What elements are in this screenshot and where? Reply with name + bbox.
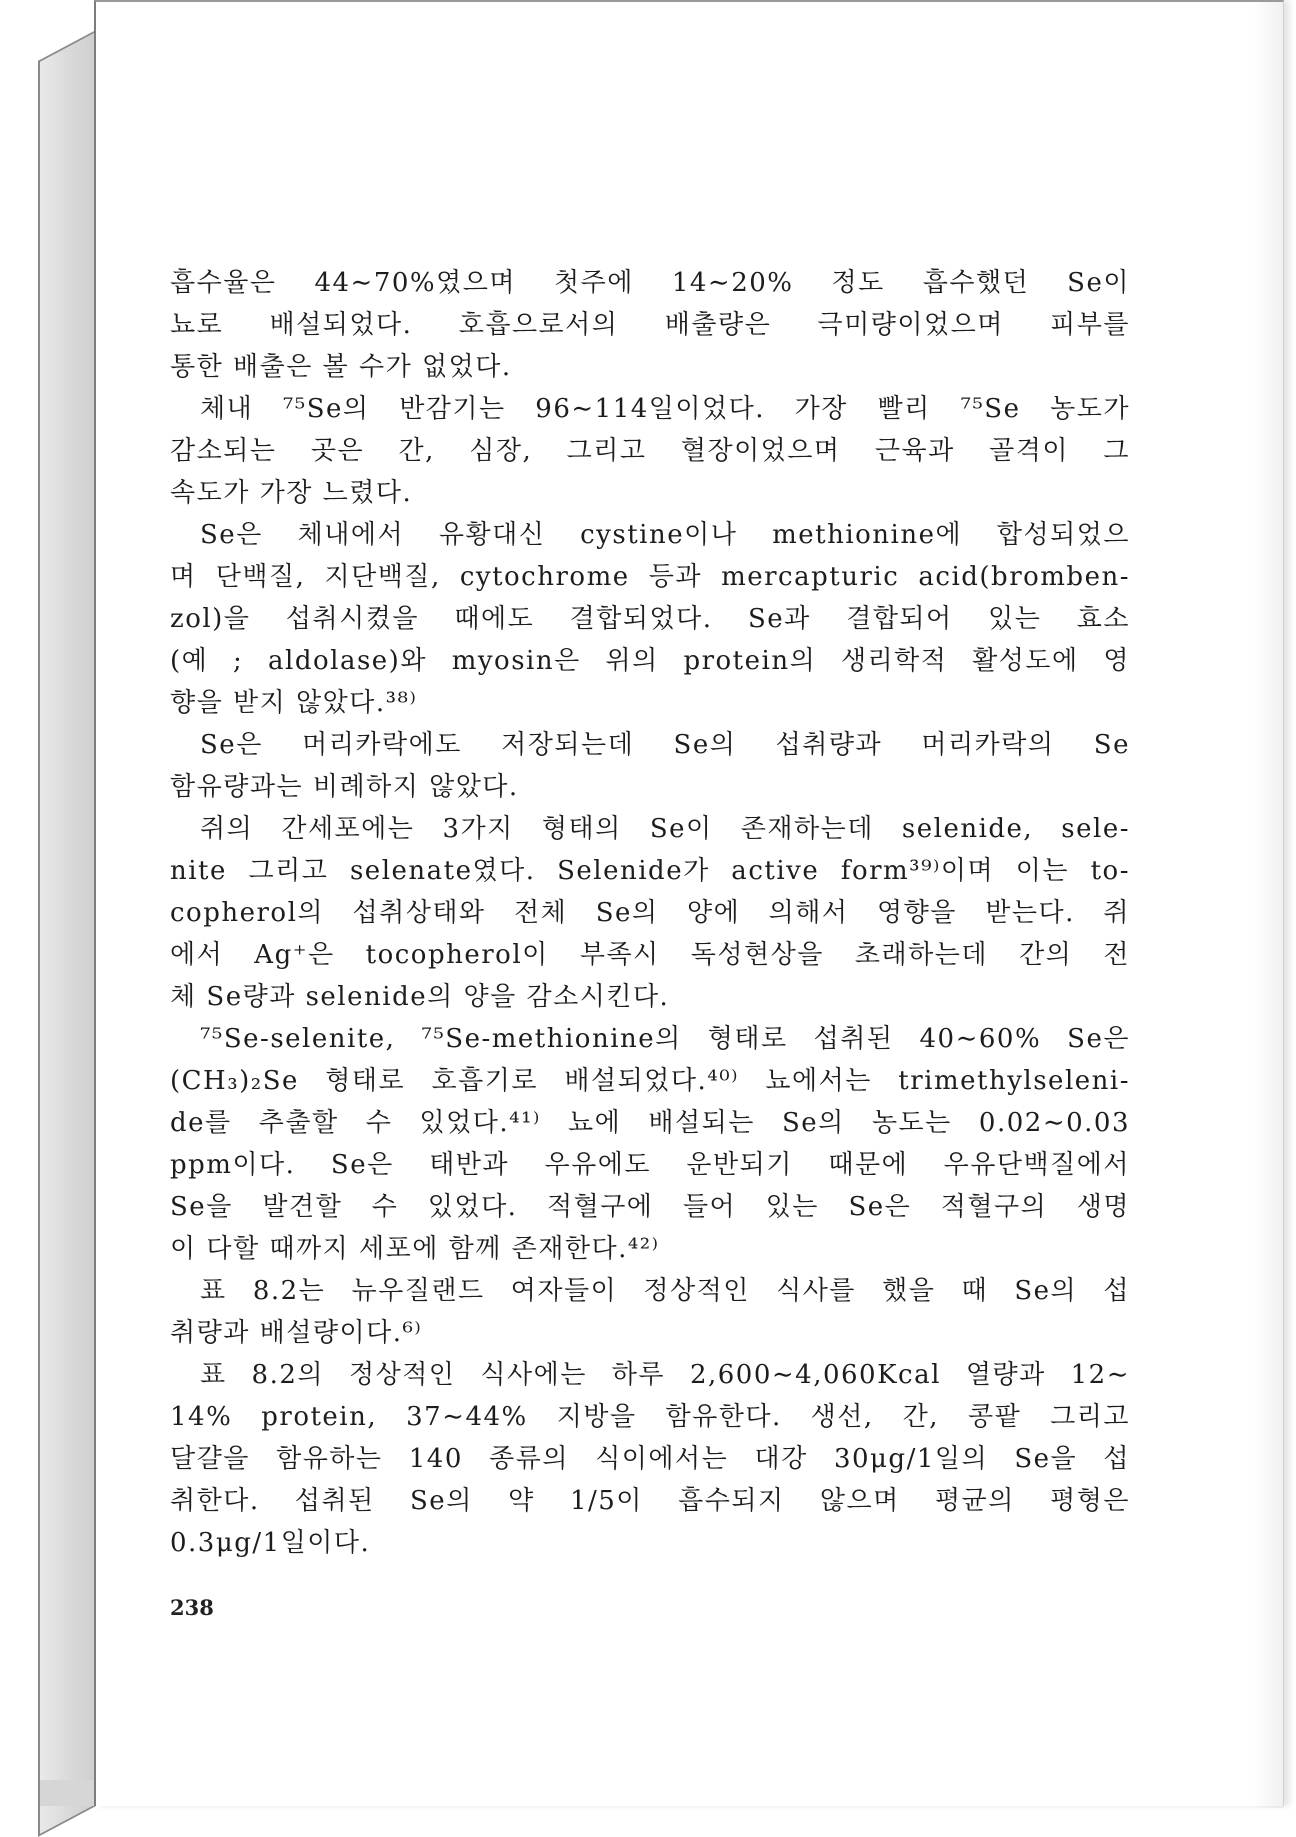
text-line: 14% protein, 37∼44% 지방을 함유한다. 생선, 간, 콩팥 그리고	[170, 1402, 1130, 1432]
text-line: zol)을 섭취시켰을 때에도 결합되었다. Se과 결합되어 있는 효소	[170, 604, 1130, 634]
text-line: de를 추출할 수 있었다.⁴¹⁾ 뇨에 배설되는 Se의 농도는 0.02∼0.03	[170, 1108, 1130, 1138]
text-line: (CH₃)₂Se 형태로 호흡기로 배설되었다.⁴⁰⁾ 뇨에서는 trimethylseleni-	[170, 1066, 1130, 1096]
text-line: (예 ; aldolase)와 myosin은 위의 protein의 생리학적 활성도에 영	[170, 646, 1130, 676]
text-line: ppm이다. Se은 태반과 우유에도 운반되기 때문에 우유단백질에서	[170, 1150, 1130, 1180]
text-line: 향을 받지 않았다.³⁸⁾	[170, 688, 418, 718]
page-fold-shadow	[1253, 2, 1283, 1808]
text-line: 함유량과는 비례하지 않았다.	[170, 772, 519, 802]
page-number: 238	[170, 1595, 214, 1620]
text-line: 체내 ⁷⁵Se의 반감기는 96∼114일이었다. 가장 빨리 ⁷⁵Se 농도가	[200, 394, 1130, 424]
text-line: 표 8.2의 정상적인 식사에는 하루 2,600∼4,060Kcal 열량과 12∼	[200, 1360, 1130, 1390]
text-line: 이 다할 때까지 세포에 함께 존재한다.⁴²⁾	[170, 1234, 660, 1264]
text-line: copherol의 섭취상태와 전체 Se의 양에 의해서 영향을 받는다. 쥐	[170, 898, 1130, 928]
book-spine	[38, 30, 96, 1837]
text-line: 감소되는 곳은 간, 심장, 그리고 혈장이었으며 근육과 골격이 그	[170, 436, 1130, 466]
text-line: 체 Se량과 selenide의 양을 감소시킨다.	[170, 982, 670, 1012]
text-line: Se은 체내에서 유황대신 cystine이나 methionine에 합성되었으	[200, 520, 1130, 550]
text-line: 뇨로 배설되었다. 호흡으로서의 배출량은 극미량이었으며 피부를	[170, 310, 1130, 340]
text-line: 취량과 배설량이다.⁶⁾	[170, 1318, 423, 1348]
text-line: 속도가 가장 느렸다.	[170, 478, 413, 508]
body-text	[170, 262, 1130, 1564]
text-line: 취한다. 섭취된 Se의 약 1/5이 흡수되지 않으며 평균의 평형은	[170, 1486, 1130, 1516]
text-line: 달걀을 함유하는 140 종류의 식이에서는 대강 30μg/1일의 Se을 섭	[170, 1444, 1130, 1474]
text-line: Se을 발견할 수 있었다. 적혈구에 들어 있는 Se은 적혈구의 생명	[170, 1192, 1130, 1222]
text-line: 에서 Ag⁺은 tocopherol이 부족시 독성현상을 초래하는데 간의 전	[170, 940, 1130, 970]
text-line: ⁷⁵Se-selenite, ⁷⁵Se-methionine의 형태로 섭취된 40∼60% Se은	[200, 1024, 1130, 1054]
text-line: Se은 머리카락에도 저장되는데 Se의 섭취량과 머리카락의 Se	[200, 730, 1130, 760]
text-line: 0.3μg/1일이다.	[170, 1528, 371, 1558]
text-line: 통한 배출은 볼 수가 없었다.	[170, 352, 512, 382]
text-line: nite 그리고 selenate였다. Selenide가 active form³⁹⁾이며 이는 to-	[170, 856, 1130, 886]
text-line: 표 8.2는 뉴우질랜드 여자들이 정상적인 식사를 했을 때 Se의 섭	[200, 1276, 1130, 1306]
text-line: 쥐의 간세포에는 3가지 형태의 Se이 존재하는데 selenide, sele-	[200, 814, 1130, 844]
text-line: 흡수율은 44∼70%였으며 첫주에 14∼20% 정도 흡수했던 Se이	[170, 268, 1130, 298]
text-line: 며 단백질, 지단백질, cytochrome 등과 mercapturic acid(bromben-	[170, 562, 1130, 592]
